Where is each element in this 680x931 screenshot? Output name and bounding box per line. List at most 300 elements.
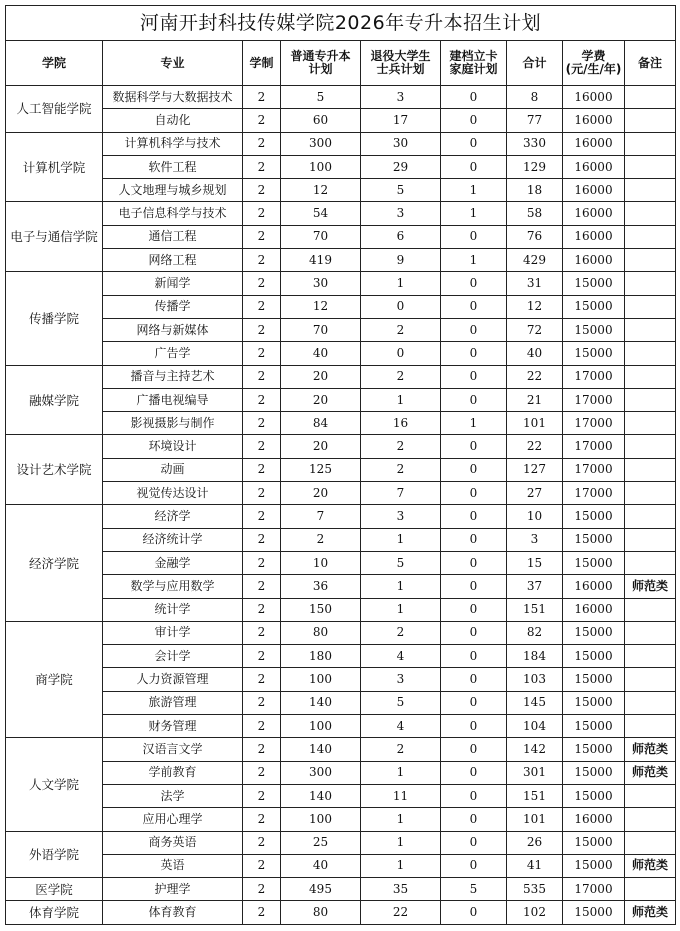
total-cell: 76 [507, 225, 563, 248]
regular-plan-cell: 140 [281, 738, 361, 761]
poverty-plan-cell: 0 [441, 551, 507, 574]
table-row [6, 551, 676, 574]
duration-cell: 2 [243, 645, 281, 668]
table-body [6, 86, 676, 925]
duration-cell: 2 [243, 249, 281, 272]
remark-cell [625, 249, 676, 272]
regular-plan-cell: 100 [281, 715, 361, 738]
table-row [6, 575, 676, 598]
veteran-plan-cell: 2 [361, 365, 441, 388]
tuition-cell: 15000 [563, 738, 625, 761]
duration-cell: 2 [243, 715, 281, 738]
tuition-cell: 16000 [563, 598, 625, 621]
major-cell: 人文地理与城乡规划 [103, 179, 243, 202]
tuition-cell: 17000 [563, 482, 625, 505]
total-cell: 129 [507, 155, 563, 178]
total-cell: 58 [507, 202, 563, 225]
remark-cell [625, 482, 676, 505]
remark-cell [625, 155, 676, 178]
major-cell: 人力资源管理 [103, 668, 243, 691]
regular-plan-cell: 40 [281, 342, 361, 365]
regular-plan-cell: 100 [281, 808, 361, 831]
total-cell: 26 [507, 831, 563, 854]
duration-cell: 2 [243, 598, 281, 621]
enrollment-plan-sheet [5, 5, 675, 925]
tuition-cell: 15000 [563, 318, 625, 341]
regular-plan-cell: 300 [281, 132, 361, 155]
major-cell: 计算机科学与技术 [103, 132, 243, 155]
duration-cell: 2 [243, 179, 281, 202]
total-cell: 8 [507, 86, 563, 109]
poverty-plan-cell: 0 [441, 715, 507, 738]
table-row [6, 738, 676, 761]
major-cell: 数据科学与大数据技术 [103, 86, 243, 109]
tuition-cell: 15000 [563, 761, 625, 784]
duration-cell: 2 [243, 109, 281, 132]
table-row [6, 132, 676, 155]
remark-cell [625, 645, 676, 668]
remark-cell [625, 132, 676, 155]
tuition-cell: 15000 [563, 621, 625, 644]
college-cell: 经济学院 [6, 505, 103, 621]
page-title: 河南开封科技传媒学院2026年专升本招生计划 [6, 6, 676, 41]
veteran-plan-cell: 1 [361, 272, 441, 295]
table-row [6, 528, 676, 551]
table-row [6, 318, 676, 341]
total-cell: 330 [507, 132, 563, 155]
total-cell: 77 [507, 109, 563, 132]
tuition-cell: 16000 [563, 808, 625, 831]
remark-cell [625, 715, 676, 738]
poverty-plan-cell: 0 [441, 365, 507, 388]
tuition-cell: 16000 [563, 225, 625, 248]
regular-plan-cell: 180 [281, 645, 361, 668]
poverty-plan-cell: 0 [441, 738, 507, 761]
major-cell: 传播学 [103, 295, 243, 318]
duration-cell: 2 [243, 901, 281, 924]
poverty-plan-cell: 0 [441, 342, 507, 365]
poverty-plan-cell: 0 [441, 132, 507, 155]
table-row [6, 878, 676, 901]
table-row [6, 691, 676, 714]
major-cell: 软件工程 [103, 155, 243, 178]
remark-cell [625, 528, 676, 551]
table-row [6, 831, 676, 854]
remark-cell [625, 342, 676, 365]
total-cell: 27 [507, 482, 563, 505]
major-cell: 财务管理 [103, 715, 243, 738]
tuition-cell: 16000 [563, 575, 625, 598]
duration-cell: 2 [243, 831, 281, 854]
duration-cell: 2 [243, 808, 281, 831]
veteran-plan-cell: 5 [361, 179, 441, 202]
college-cell: 外语学院 [6, 831, 103, 878]
table-row [6, 412, 676, 435]
major-cell: 网络工程 [103, 249, 243, 272]
veteran-plan-cell: 1 [361, 575, 441, 598]
table-row [6, 808, 676, 831]
veteran-plan-cell: 2 [361, 621, 441, 644]
table-row [6, 202, 676, 225]
duration-cell: 2 [243, 388, 281, 411]
major-cell: 影视摄影与制作 [103, 412, 243, 435]
total-cell: 82 [507, 621, 563, 644]
table-row [6, 458, 676, 481]
remark-cell [625, 109, 676, 132]
total-cell: 151 [507, 784, 563, 807]
regular-plan-cell: 150 [281, 598, 361, 621]
remark-cell [625, 784, 676, 807]
major-cell: 统计学 [103, 598, 243, 621]
duration-cell: 2 [243, 458, 281, 481]
veteran-plan-cell: 4 [361, 645, 441, 668]
total-cell: 22 [507, 435, 563, 458]
remark-cell [625, 272, 676, 295]
poverty-plan-cell: 0 [441, 505, 507, 528]
major-cell: 经济统计学 [103, 528, 243, 551]
veteran-plan-cell: 5 [361, 551, 441, 574]
tuition-cell: 17000 [563, 435, 625, 458]
tuition-cell: 17000 [563, 412, 625, 435]
regular-plan-cell: 20 [281, 388, 361, 411]
duration-cell: 2 [243, 318, 281, 341]
college-cell: 电子与通信学院 [6, 202, 103, 272]
duration-cell: 2 [243, 784, 281, 807]
regular-plan-cell: 300 [281, 761, 361, 784]
veteran-plan-cell: 6 [361, 225, 441, 248]
poverty-plan-cell: 0 [441, 225, 507, 248]
poverty-plan-cell: 0 [441, 272, 507, 295]
total-cell: 102 [507, 901, 563, 924]
regular-plan-cell: 7 [281, 505, 361, 528]
poverty-plan-cell: 0 [441, 109, 507, 132]
table-row [6, 645, 676, 668]
remark-cell: 师范类 [625, 738, 676, 761]
header-total: 合计 [507, 41, 563, 86]
table-row [6, 225, 676, 248]
poverty-plan-cell: 0 [441, 388, 507, 411]
remark-cell: 师范类 [625, 854, 676, 877]
veteran-plan-cell: 1 [361, 831, 441, 854]
poverty-plan-cell: 1 [441, 412, 507, 435]
table-row [6, 86, 676, 109]
tuition-cell: 15000 [563, 854, 625, 877]
veteran-plan-cell: 0 [361, 295, 441, 318]
total-cell: 41 [507, 854, 563, 877]
poverty-plan-cell: 0 [441, 155, 507, 178]
table-row [6, 784, 676, 807]
poverty-plan-cell: 0 [441, 784, 507, 807]
major-cell: 护理学 [103, 878, 243, 901]
tuition-cell: 16000 [563, 179, 625, 202]
veteran-plan-cell: 11 [361, 784, 441, 807]
duration-cell: 2 [243, 202, 281, 225]
major-cell: 动画 [103, 458, 243, 481]
remark-cell: 师范类 [625, 575, 676, 598]
total-cell: 21 [507, 388, 563, 411]
poverty-plan-cell: 0 [441, 575, 507, 598]
duration-cell: 2 [243, 575, 281, 598]
total-cell: 429 [507, 249, 563, 272]
regular-plan-cell: 140 [281, 691, 361, 714]
header-poverty-plan-line2: 家庭计划 [449, 62, 498, 76]
table-row [6, 482, 676, 505]
regular-plan-cell: 54 [281, 202, 361, 225]
tuition-cell: 15000 [563, 784, 625, 807]
major-cell: 播音与主持艺术 [103, 365, 243, 388]
tuition-cell: 15000 [563, 831, 625, 854]
poverty-plan-cell: 0 [441, 645, 507, 668]
total-cell: 12 [507, 295, 563, 318]
table-row [6, 621, 676, 644]
tuition-cell: 15000 [563, 295, 625, 318]
veteran-plan-cell: 16 [361, 412, 441, 435]
header-tuition-line1: 学费 [581, 49, 606, 63]
duration-cell: 2 [243, 738, 281, 761]
tuition-cell: 16000 [563, 86, 625, 109]
poverty-plan-cell: 0 [441, 854, 507, 877]
veteran-plan-cell: 7 [361, 482, 441, 505]
major-cell: 会计学 [103, 645, 243, 668]
major-cell: 环境设计 [103, 435, 243, 458]
veteran-plan-cell: 2 [361, 738, 441, 761]
duration-cell: 2 [243, 482, 281, 505]
major-cell: 体育教育 [103, 901, 243, 924]
header-remark: 备注 [625, 41, 676, 86]
regular-plan-cell: 10 [281, 551, 361, 574]
major-cell: 审计学 [103, 621, 243, 644]
veteran-plan-cell: 3 [361, 86, 441, 109]
remark-cell [625, 179, 676, 202]
remark-cell [625, 365, 676, 388]
remark-cell [625, 458, 676, 481]
total-cell: 127 [507, 458, 563, 481]
header-poverty-plan-line1: 建档立卡 [449, 49, 498, 63]
remark-cell [625, 808, 676, 831]
table-row [6, 435, 676, 458]
veteran-plan-cell: 2 [361, 435, 441, 458]
table-row [6, 249, 676, 272]
college-cell: 传播学院 [6, 272, 103, 365]
remark-cell [625, 202, 676, 225]
veteran-plan-cell: 1 [361, 761, 441, 784]
regular-plan-cell: 100 [281, 668, 361, 691]
table-row [6, 901, 676, 924]
veteran-plan-cell: 3 [361, 668, 441, 691]
header-poverty-plan [441, 41, 507, 86]
regular-plan-cell: 60 [281, 109, 361, 132]
veteran-plan-cell: 0 [361, 342, 441, 365]
table-row [6, 388, 676, 411]
duration-cell: 2 [243, 668, 281, 691]
poverty-plan-cell: 0 [441, 482, 507, 505]
tuition-cell: 16000 [563, 202, 625, 225]
remark-cell [625, 412, 676, 435]
table-row [6, 715, 676, 738]
tuition-cell: 15000 [563, 668, 625, 691]
regular-plan-cell: 20 [281, 365, 361, 388]
veteran-plan-cell: 35 [361, 878, 441, 901]
tuition-cell: 15000 [563, 901, 625, 924]
tuition-cell: 15000 [563, 551, 625, 574]
table-row [6, 342, 676, 365]
major-cell: 通信工程 [103, 225, 243, 248]
header-regular-plan-line1: 普通专升本 [290, 49, 351, 63]
total-cell: 184 [507, 645, 563, 668]
duration-cell: 2 [243, 878, 281, 901]
total-cell: 72 [507, 318, 563, 341]
tuition-cell: 17000 [563, 388, 625, 411]
remark-cell [625, 598, 676, 621]
tuition-cell: 15000 [563, 342, 625, 365]
header-regular-plan-line2: 计划 [308, 62, 333, 76]
regular-plan-cell: 12 [281, 295, 361, 318]
poverty-plan-cell: 0 [441, 86, 507, 109]
poverty-plan-cell: 5 [441, 878, 507, 901]
table-row [6, 668, 676, 691]
header-tuition-line2: (元/生/年) [565, 62, 622, 76]
college-cell: 人工智能学院 [6, 86, 103, 133]
remark-cell [625, 878, 676, 901]
table-row [6, 505, 676, 528]
regular-plan-cell: 419 [281, 249, 361, 272]
header-tuition [563, 41, 625, 86]
tuition-cell: 15000 [563, 272, 625, 295]
veteran-plan-cell: 29 [361, 155, 441, 178]
duration-cell: 2 [243, 854, 281, 877]
veteran-plan-cell: 3 [361, 505, 441, 528]
duration-cell: 2 [243, 412, 281, 435]
regular-plan-cell: 80 [281, 901, 361, 924]
header-college: 学院 [6, 41, 103, 86]
remark-cell [625, 318, 676, 341]
major-cell: 广播电视编导 [103, 388, 243, 411]
table-row [6, 295, 676, 318]
total-cell: 18 [507, 179, 563, 202]
college-cell: 人文学院 [6, 738, 103, 831]
major-cell: 广告学 [103, 342, 243, 365]
veteran-plan-cell: 1 [361, 388, 441, 411]
major-cell: 汉语言文学 [103, 738, 243, 761]
duration-cell: 2 [243, 761, 281, 784]
poverty-plan-cell: 0 [441, 458, 507, 481]
college-cell: 商学院 [6, 621, 103, 737]
total-cell: 37 [507, 575, 563, 598]
major-cell: 应用心理学 [103, 808, 243, 831]
table-row [6, 854, 676, 877]
regular-plan-cell: 100 [281, 155, 361, 178]
veteran-plan-cell: 2 [361, 458, 441, 481]
remark-cell [625, 831, 676, 854]
major-cell: 金融学 [103, 551, 243, 574]
tuition-cell: 15000 [563, 645, 625, 668]
header-veteran-plan-line1: 退役大学生 [370, 49, 431, 63]
duration-cell: 2 [243, 621, 281, 644]
remark-cell: 师范类 [625, 901, 676, 924]
header-veteran-plan [361, 41, 441, 86]
duration-cell: 2 [243, 691, 281, 714]
duration-cell: 2 [243, 505, 281, 528]
regular-plan-cell: 495 [281, 878, 361, 901]
tuition-cell: 15000 [563, 528, 625, 551]
poverty-plan-cell: 0 [441, 831, 507, 854]
regular-plan-cell: 36 [281, 575, 361, 598]
tuition-cell: 16000 [563, 109, 625, 132]
poverty-plan-cell: 0 [441, 295, 507, 318]
table-row [6, 155, 676, 178]
veteran-plan-cell: 1 [361, 528, 441, 551]
regular-plan-cell: 5 [281, 86, 361, 109]
major-cell: 学前教育 [103, 761, 243, 784]
veteran-plan-cell: 30 [361, 132, 441, 155]
remark-cell: 师范类 [625, 761, 676, 784]
major-cell: 网络与新媒体 [103, 318, 243, 341]
major-cell: 法学 [103, 784, 243, 807]
poverty-plan-cell: 0 [441, 668, 507, 691]
table-row [6, 179, 676, 202]
veteran-plan-cell: 22 [361, 901, 441, 924]
regular-plan-cell: 2 [281, 528, 361, 551]
major-cell: 英语 [103, 854, 243, 877]
remark-cell [625, 388, 676, 411]
poverty-plan-cell: 1 [441, 249, 507, 272]
poverty-plan-cell: 0 [441, 691, 507, 714]
regular-plan-cell: 30 [281, 272, 361, 295]
remark-cell [625, 295, 676, 318]
total-cell: 22 [507, 365, 563, 388]
regular-plan-cell: 20 [281, 482, 361, 505]
major-cell: 电子信息科学与技术 [103, 202, 243, 225]
poverty-plan-cell: 0 [441, 598, 507, 621]
table-row [6, 598, 676, 621]
header-regular-plan [281, 41, 361, 86]
poverty-plan-cell: 0 [441, 318, 507, 341]
duration-cell: 2 [243, 528, 281, 551]
header-veteran-plan-line2: 士兵计划 [376, 62, 425, 76]
duration-cell: 2 [243, 132, 281, 155]
college-cell: 体育学院 [6, 901, 103, 924]
major-cell: 新闻学 [103, 272, 243, 295]
veteran-plan-cell: 1 [361, 808, 441, 831]
major-cell: 经济学 [103, 505, 243, 528]
total-cell: 40 [507, 342, 563, 365]
remark-cell [625, 691, 676, 714]
tuition-cell: 17000 [563, 878, 625, 901]
tuition-cell: 15000 [563, 691, 625, 714]
remark-cell [625, 505, 676, 528]
tuition-cell: 16000 [563, 155, 625, 178]
major-cell: 商务英语 [103, 831, 243, 854]
header-major: 专业 [103, 41, 243, 86]
poverty-plan-cell: 0 [441, 528, 507, 551]
regular-plan-cell: 125 [281, 458, 361, 481]
college-cell: 计算机学院 [6, 132, 103, 202]
tuition-cell: 16000 [563, 249, 625, 272]
veteran-plan-cell: 1 [361, 598, 441, 621]
regular-plan-cell: 25 [281, 831, 361, 854]
poverty-plan-cell: 1 [441, 179, 507, 202]
duration-cell: 2 [243, 155, 281, 178]
total-cell: 103 [507, 668, 563, 691]
college-cell: 医学院 [6, 878, 103, 901]
duration-cell: 2 [243, 295, 281, 318]
major-cell: 自动化 [103, 109, 243, 132]
enrollment-plan-table [5, 5, 676, 925]
duration-cell: 2 [243, 272, 281, 295]
duration-cell: 2 [243, 86, 281, 109]
regular-plan-cell: 40 [281, 854, 361, 877]
remark-cell [625, 225, 676, 248]
